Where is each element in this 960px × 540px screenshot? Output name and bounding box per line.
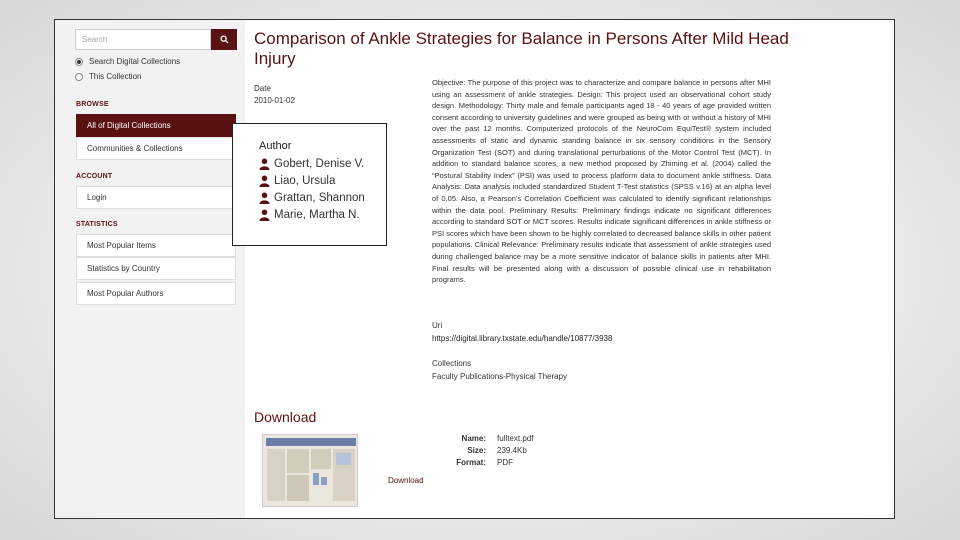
- person-icon: [259, 175, 270, 187]
- search-bar: [75, 29, 237, 50]
- date-label: Date: [254, 84, 271, 93]
- nav-all-digital-collections[interactable]: All of Digital Collections: [76, 114, 236, 137]
- browse-heading: BROWSE: [76, 101, 109, 108]
- author-name: Liao, Ursula: [274, 174, 336, 187]
- nav-most-popular-items[interactable]: Most Popular Items: [76, 234, 236, 257]
- poster-preview-image: [263, 435, 358, 507]
- search-icon: [220, 35, 229, 44]
- author-name: Marie, Martha N.: [274, 208, 360, 221]
- author-name: Gobert, Denise V.: [274, 157, 365, 170]
- search-button[interactable]: [211, 29, 237, 50]
- collections-label: Collections: [432, 359, 472, 368]
- author-item[interactable]: [259, 206, 386, 223]
- scope-radio-collection[interactable]: [75, 73, 83, 81]
- uri-label: Uri: [432, 321, 443, 330]
- file-size-label: Size:: [467, 446, 486, 455]
- scope-option-collection[interactable]: [75, 72, 141, 81]
- date-value: 2010-01-02: [254, 96, 295, 105]
- author-name: Grattan, Shannon: [274, 191, 365, 204]
- scope-option-all[interactable]: [75, 57, 180, 66]
- browser-page-frame: [54, 19, 895, 519]
- author-heading: Author: [259, 140, 292, 152]
- sidebar: [55, 20, 245, 518]
- collection-link[interactable]: Faculty Publications-Physical Therapy: [432, 372, 568, 381]
- file-name-value: fulltext.pdf: [497, 434, 534, 443]
- nav-statistics-by-country[interactable]: Statistics by Country: [76, 257, 236, 280]
- uri-link[interactable]: https://digital.library.txstate.edu/handle/10877/3938: [432, 334, 613, 343]
- item-title: Comparison of Ankle Strategies for Balance in Persons After Mild Head Injury: [254, 29, 789, 68]
- author-item[interactable]: [259, 172, 386, 189]
- search-input[interactable]: [75, 29, 211, 50]
- person-icon: [259, 209, 270, 221]
- person-icon: [259, 158, 270, 170]
- pdf-thumbnail[interactable]: [262, 434, 358, 507]
- file-size-value: 239.4Kb: [497, 446, 527, 455]
- item-main: [254, 20, 894, 518]
- file-format-value: PDF: [497, 458, 513, 467]
- author-item[interactable]: [259, 189, 386, 206]
- scope-label-collection: This Collection: [89, 72, 142, 81]
- nav-communities-collections[interactable]: Communities & Collections: [76, 137, 236, 160]
- nav-login[interactable]: Login: [76, 186, 236, 209]
- nav-most-popular-authors[interactable]: Most Popular Authors: [76, 282, 236, 305]
- download-heading: Download: [254, 409, 317, 425]
- account-heading: ACCOUNT: [76, 173, 113, 180]
- author-item[interactable]: [259, 155, 386, 172]
- author-callout: [232, 123, 387, 246]
- item-abstract: Objective: The purpose of this project was to characterize and compare balance in persons after MHI using an assessment of ankle strategies. Design: This project used an observational cohort study design. Methodology: Thirty male and female participants aged 18 - 40 years of age provided written consent according to university guidelines and were grouped as being with or without a history of MHI over the past 12 months. Computerized protocols of the NeuroCom EquiTest® system included assessments of static and dynamic standing balance in six sensory conditions in the Sensory Organization Test (SOT) and during translational perturbations of the Motor Control Test (MCT). In addition to standard balance scores, a new method proposed by Zhiming et al. (2004) called the “Postural Stability Index” (PSI) was used to process platform data to document ankle stiffness. Data Analysis: Data analysis included standardized Student T-Test statistics (SPSS v.16) at an alpha level of 0.05. Also, a Pearson’s Correlation Coefficient was calculated to identify significant relationships within the data pool. Preliminary Results: Preliminary findings indicate no significant differences according to standard SOT or MCT scores. Results indicate significant differences in ankle stiffness or PSI scores which have been shown to be highly correlated to decreased balance skills in other patient populations. Clinical Relevance: Preliminary results indicate that assessment of ankle strategies used during challenged balance may be a more sensitive indicator of balance skills in patients after MHI. Final results will be presented along with a discussion of possible clinical use in rehabilitation programs.: [432, 78, 771, 285]
- person-icon: [259, 192, 270, 204]
- download-link[interactable]: Download: [388, 476, 424, 485]
- file-name-label: Name:: [461, 434, 486, 443]
- statistics-heading: STATISTICS: [76, 221, 118, 228]
- scope-label-all: Search Digital Collections: [89, 57, 181, 66]
- scope-radio-all[interactable]: [75, 58, 83, 66]
- file-format-label: Format:: [456, 458, 486, 467]
